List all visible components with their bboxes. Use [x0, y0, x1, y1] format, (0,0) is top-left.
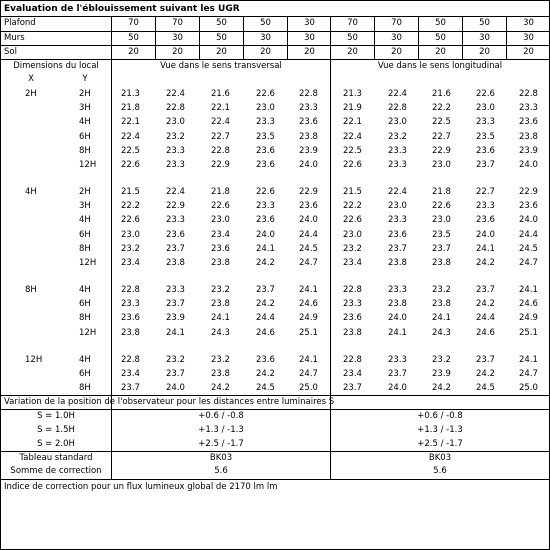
ugr-value-longitudinal: 23.7: [476, 285, 495, 295]
ugr-value-longitudinal: 22.1: [343, 117, 362, 127]
room-dimension-y: 2H: [79, 89, 91, 99]
ugr-value-longitudinal: 23.7: [388, 369, 407, 379]
room-dimension-x: 8H: [25, 285, 37, 295]
ugr-value-transversal: 24.5: [299, 244, 318, 254]
variation-label-s1: S = 1.0H: [37, 411, 75, 421]
param-value: 20: [391, 47, 402, 57]
ugr-value-transversal: 22.6: [121, 215, 140, 225]
ugr-value-transversal: 23.6: [299, 117, 318, 127]
ugr-value-transversal: 22.1: [121, 117, 140, 127]
ugr-value-transversal: 23.7: [166, 369, 185, 379]
ugr-value-transversal: 22.9: [211, 160, 230, 170]
ugr-value-transversal: 23.7: [256, 285, 275, 295]
param-label-plafond: Plafond: [4, 18, 36, 28]
ugr-value-transversal: 23.8: [166, 258, 185, 268]
ugr-value-transversal: 23.8: [211, 299, 230, 309]
divider: [418, 16, 419, 60]
param-value: 50: [347, 33, 358, 43]
ugr-value-longitudinal: 23.8: [388, 299, 407, 309]
variation-title: Variation de la position de l'observateur pour les distances entre luminaires S: [4, 397, 335, 407]
divider: [330, 16, 331, 480]
divider: [462, 16, 463, 60]
room-dimension-x: 2H: [25, 89, 37, 99]
ugr-value-longitudinal: 23.3: [343, 299, 362, 309]
ugr-value-longitudinal: 23.3: [388, 146, 407, 156]
room-dimension-y: 3H: [79, 103, 91, 113]
ugr-value-transversal: 24.5: [256, 383, 275, 393]
variation-label-s15: S = 1.5H: [37, 425, 75, 435]
ugr-value-longitudinal: 23.6: [476, 146, 495, 156]
table-title: Evaluation de l'éblouissement suivant les UGR: [4, 4, 240, 14]
rule: [1, 395, 549, 396]
room-dimension-y: 12H: [79, 258, 97, 268]
param-value: 70: [391, 18, 402, 28]
ugr-value-longitudinal: 22.8: [519, 89, 538, 99]
ugr-value-transversal: 22.9: [166, 201, 185, 211]
ugr-value-longitudinal: 24.1: [519, 285, 538, 295]
divider: [506, 16, 507, 60]
ugr-value-transversal: 24.2: [256, 258, 275, 268]
param-value: 20: [260, 47, 271, 57]
ugr-value-longitudinal: 24.7: [519, 258, 538, 268]
param-value: 20: [216, 47, 227, 57]
param-value: 30: [304, 33, 315, 43]
param-value: 30: [523, 18, 534, 28]
room-dimension-y: 4H: [79, 215, 91, 225]
ugr-value-transversal: 23.2: [166, 355, 185, 365]
room-dimension-y: 4H: [79, 285, 91, 295]
ugr-value-longitudinal: 24.9: [519, 313, 538, 323]
ugr-value-transversal: 23.6: [299, 201, 318, 211]
ugr-value-longitudinal: 23.6: [476, 215, 495, 225]
ugr-value-transversal: 22.6: [256, 187, 275, 197]
room-dimension-y: 8H: [79, 244, 91, 254]
ugr-value-transversal: 24.2: [256, 299, 275, 309]
variation-long-s2: +2.5 / -1.7: [417, 439, 463, 449]
ugr-value-transversal: 24.1: [256, 244, 275, 254]
ugr-value-longitudinal: 25.0: [519, 383, 538, 393]
ugr-value-longitudinal: 22.9: [519, 187, 538, 197]
ugr-value-transversal: 24.1: [211, 313, 230, 323]
ugr-value-transversal: 23.6: [166, 230, 185, 240]
ugr-value-transversal: 22.9: [299, 187, 318, 197]
rule: [1, 16, 549, 17]
ugr-value-longitudinal: 23.0: [476, 103, 495, 113]
ugr-value-longitudinal: 21.8: [432, 187, 451, 197]
rule: [1, 451, 549, 452]
ugr-value-longitudinal: 24.6: [476, 328, 495, 338]
room-dimension-y: 2H: [79, 187, 91, 197]
param-value: 20: [479, 47, 490, 57]
ugr-value-transversal: 22.8: [211, 146, 230, 156]
ugr-value-longitudinal: 23.2: [432, 355, 451, 365]
ugr-value-longitudinal: 22.8: [343, 355, 362, 365]
ugr-value-longitudinal: 23.7: [476, 160, 495, 170]
ugr-value-longitudinal: 23.7: [476, 355, 495, 365]
room-dimension-y: 8H: [79, 313, 91, 323]
ugr-value-longitudinal: 23.2: [343, 244, 362, 254]
divider: [155, 16, 156, 60]
ugr-value-transversal: 23.3: [121, 299, 140, 309]
param-value: 30: [479, 33, 490, 43]
ugr-value-longitudinal: 23.0: [388, 117, 407, 127]
correction-trans: 5.6: [214, 466, 228, 476]
ugr-value-transversal: 22.6: [256, 89, 275, 99]
param-value: 20: [172, 47, 183, 57]
ugr-value-transversal: 23.3: [256, 201, 275, 211]
ugr-value-longitudinal: 22.7: [476, 187, 495, 197]
ugr-value-longitudinal: 24.2: [476, 299, 495, 309]
ugr-value-longitudinal: 23.9: [519, 146, 538, 156]
ugr-value-transversal: 24.7: [299, 369, 318, 379]
ugr-value-longitudinal: 23.3: [388, 355, 407, 365]
ugr-value-transversal: 25.0: [299, 383, 318, 393]
ugr-value-longitudinal: 22.4: [388, 187, 407, 197]
ugr-value-transversal: 24.4: [256, 313, 275, 323]
param-value: 20: [128, 47, 139, 57]
ugr-value-transversal: 23.7: [166, 244, 185, 254]
ugr-value-transversal: 23.2: [211, 355, 230, 365]
room-dimension-y: 12H: [79, 160, 97, 170]
ugr-value-longitudinal: 24.0: [388, 313, 407, 323]
ugr-value-longitudinal: 22.5: [432, 117, 451, 127]
rule: [1, 45, 549, 46]
param-label-murs: Murs: [4, 33, 25, 43]
ugr-value-transversal: 22.8: [121, 355, 140, 365]
room-dimension-y: 4H: [79, 117, 91, 127]
ugr-value-transversal: 21.3: [121, 89, 140, 99]
ugr-value-longitudinal: 22.8: [388, 103, 407, 113]
ugr-value-transversal: 22.1: [211, 103, 230, 113]
ugr-value-transversal: 24.7: [299, 258, 318, 268]
param-value: 20: [347, 47, 358, 57]
ugr-value-longitudinal: 23.4: [343, 258, 362, 268]
ugr-value-longitudinal: 23.6: [343, 313, 362, 323]
ugr-value-transversal: 23.0: [166, 117, 185, 127]
room-dimension-y: 6H: [79, 230, 91, 240]
divider: [243, 16, 244, 60]
ugr-value-transversal: 23.9: [299, 146, 318, 156]
ugr-value-longitudinal: 24.2: [476, 369, 495, 379]
ugr-value-transversal: 24.0: [166, 383, 185, 393]
ugr-value-longitudinal: 21.6: [432, 89, 451, 99]
ugr-value-longitudinal: 24.2: [432, 383, 451, 393]
ugr-value-transversal: 23.7: [121, 383, 140, 393]
variation-trans-s1: +0.6 / -0.8: [198, 411, 244, 421]
ugr-value-transversal: 23.8: [121, 328, 140, 338]
divider: [287, 16, 288, 60]
ugr-value-longitudinal: 24.5: [519, 244, 538, 254]
ugr-value-longitudinal: 22.6: [343, 160, 362, 170]
room-dimension-x: 4H: [25, 187, 37, 197]
header-transversal: Vue dans le sens transversal: [160, 61, 282, 71]
ugr-value-longitudinal: 23.2: [388, 132, 407, 142]
ugr-value-transversal: 24.0: [299, 215, 318, 225]
param-value: 30: [172, 33, 183, 43]
param-value: 70: [128, 18, 139, 28]
ugr-value-longitudinal: 22.6: [432, 201, 451, 211]
ugr-value-longitudinal: 24.0: [519, 160, 538, 170]
ugr-value-transversal: 23.6: [256, 146, 275, 156]
ugr-value-transversal: 24.1: [299, 285, 318, 295]
header-longitudinal: Vue dans le sens longitudinal: [377, 61, 503, 71]
param-value: 70: [172, 18, 183, 28]
ugr-value-transversal: 21.5: [121, 187, 140, 197]
ugr-value-transversal: 22.8: [121, 285, 140, 295]
ugr-value-transversal: 24.2: [211, 383, 230, 393]
ugr-value-longitudinal: 24.3: [432, 328, 451, 338]
ugr-value-longitudinal: 22.7: [432, 132, 451, 142]
ugr-value-transversal: 24.1: [299, 355, 318, 365]
divider: [111, 16, 112, 480]
ugr-value-longitudinal: 22.6: [476, 89, 495, 99]
ugr-value-transversal: 23.6: [121, 313, 140, 323]
ugr-value-longitudinal: 23.6: [519, 117, 538, 127]
ugr-value-longitudinal: 23.0: [432, 215, 451, 225]
ugr-value-transversal: 23.4: [211, 230, 230, 240]
param-value: 20: [523, 47, 534, 57]
rule: [1, 479, 549, 480]
ugr-value-transversal: 24.0: [256, 230, 275, 240]
ugr-value-longitudinal: 21.3: [343, 89, 362, 99]
ugr-value-transversal: 22.4: [121, 132, 140, 142]
ugr-value-transversal: 21.8: [121, 103, 140, 113]
room-dimension-y: 3H: [79, 201, 91, 211]
ugr-value-transversal: 23.8: [211, 369, 230, 379]
room-dimension-y: 6H: [79, 369, 91, 379]
ugr-value-transversal: 22.5: [121, 146, 140, 156]
param-value: 70: [347, 18, 358, 28]
ugr-value-longitudinal: 24.1: [388, 328, 407, 338]
ugr-value-longitudinal: 23.7: [432, 244, 451, 254]
param-value: 20: [304, 47, 315, 57]
ugr-value-transversal: 24.3: [211, 328, 230, 338]
ugr-value-transversal: 23.6: [256, 160, 275, 170]
ugr-value-transversal: 23.8: [211, 258, 230, 268]
ugr-value-longitudinal: 23.8: [432, 258, 451, 268]
ugr-value-transversal: 23.4: [121, 369, 140, 379]
ugr-value-transversal: 23.9: [166, 313, 185, 323]
ugr-value-transversal: 24.6: [256, 328, 275, 338]
ugr-value-transversal: 22.6: [211, 201, 230, 211]
room-dimension-y: 12H: [79, 328, 97, 338]
ugr-value-transversal: 24.2: [256, 369, 275, 379]
rule: [1, 59, 549, 60]
ugr-value-longitudinal: 24.4: [476, 313, 495, 323]
ugr-value-longitudinal: 22.4: [343, 132, 362, 142]
ugr-value-transversal: 23.7: [166, 299, 185, 309]
ugr-value-longitudinal: 24.4: [519, 230, 538, 240]
ugr-value-longitudinal: 22.8: [343, 285, 362, 295]
ugr-value-longitudinal: 23.2: [432, 285, 451, 295]
ugr-value-longitudinal: 23.8: [388, 258, 407, 268]
ugr-value-longitudinal: 21.5: [343, 187, 362, 197]
ugr-value-transversal: 23.0: [211, 215, 230, 225]
ugr-value-longitudinal: 24.5: [476, 383, 495, 393]
ugr-value-transversal: 22.7: [211, 132, 230, 142]
ugr-value-longitudinal: 23.4: [343, 369, 362, 379]
ugr-value-longitudinal: 24.7: [519, 369, 538, 379]
standard-trans: BK03: [209, 453, 233, 463]
ugr-value-longitudinal: 23.6: [519, 201, 538, 211]
ugr-value-transversal: 22.4: [166, 187, 185, 197]
ugr-value-longitudinal: 23.7: [343, 383, 362, 393]
ugr-value-transversal: 23.8: [299, 132, 318, 142]
param-value: 20: [435, 47, 446, 57]
ugr-value-longitudinal: 24.6: [519, 299, 538, 309]
ugr-value-longitudinal: 24.0: [476, 230, 495, 240]
room-dimension-y: 6H: [79, 299, 91, 309]
footer-note: Indice de correction pour un flux lumineux global de 2170 lm lm: [4, 482, 278, 492]
ugr-value-longitudinal: 23.6: [388, 230, 407, 240]
ugr-value-transversal: 22.6: [121, 160, 140, 170]
ugr-value-transversal: 21.6: [211, 89, 230, 99]
ugr-value-transversal: 23.6: [256, 355, 275, 365]
ugr-value-longitudinal: 23.7: [388, 244, 407, 254]
ugr-value-longitudinal: 22.2: [343, 201, 362, 211]
divider: [199, 16, 200, 60]
room-dimension-y: 4H: [79, 355, 91, 365]
ugr-value-transversal: 24.9: [299, 313, 318, 323]
param-value: 50: [260, 18, 271, 28]
ugr-value-longitudinal: 24.1: [476, 244, 495, 254]
ugr-value-transversal: 24.1: [166, 328, 185, 338]
ugr-value-transversal: 23.3: [256, 117, 275, 127]
variation-trans-s2: +2.5 / -1.7: [198, 439, 244, 449]
standard-label: Tableau standard: [19, 453, 93, 463]
ugr-value-transversal: 21.8: [211, 187, 230, 197]
param-value: 50: [216, 18, 227, 28]
ugr-value-longitudinal: 24.2: [476, 258, 495, 268]
param-label-sol: Sol: [4, 47, 17, 57]
standard-long: BK03: [428, 453, 452, 463]
ugr-value-longitudinal: 24.0: [519, 215, 538, 225]
room-dimension-y: 8H: [79, 146, 91, 156]
variation-trans-s15: +1.3 / -1.3: [198, 425, 244, 435]
ugr-value-transversal: 23.3: [299, 103, 318, 113]
correction-long: 5.6: [433, 466, 447, 476]
ugr-value-longitudinal: 23.8: [519, 132, 538, 142]
param-value: 50: [435, 18, 446, 28]
ugr-value-longitudinal: 23.5: [476, 132, 495, 142]
ugr-value-longitudinal: 23.8: [432, 299, 451, 309]
param-value: 50: [435, 33, 446, 43]
ugr-value-transversal: 22.4: [166, 89, 185, 99]
header-y: Y: [82, 74, 88, 84]
ugr-value-longitudinal: 22.5: [343, 146, 362, 156]
ugr-value-longitudinal: 23.3: [519, 103, 538, 113]
room-dimension-x: 12H: [25, 355, 43, 365]
room-dimension-y: 6H: [79, 132, 91, 142]
param-value: 50: [216, 33, 227, 43]
ugr-value-longitudinal: 23.3: [476, 201, 495, 211]
ugr-value-longitudinal: 21.9: [343, 103, 362, 113]
ugr-value-longitudinal: 24.1: [432, 313, 451, 323]
correction-label: Somme de correction: [10, 466, 102, 476]
ugr-value-longitudinal: 23.3: [388, 215, 407, 225]
ugr-value-longitudinal: 23.8: [343, 328, 362, 338]
ugr-value-transversal: 22.8: [299, 89, 318, 99]
ugr-value-longitudinal: 22.6: [343, 215, 362, 225]
ugr-value-transversal: 25.1: [299, 328, 318, 338]
ugr-value-transversal: 24.6: [299, 299, 318, 309]
variation-long-s15: +1.3 / -1.3: [417, 425, 463, 435]
header-x: X: [28, 74, 34, 84]
ugr-value-transversal: 23.3: [166, 215, 185, 225]
divider: [374, 16, 375, 60]
param-value: 30: [523, 33, 534, 43]
ugr-value-transversal: 24.4: [299, 230, 318, 240]
param-value: 30: [391, 33, 402, 43]
ugr-value-transversal: 23.0: [256, 103, 275, 113]
ugr-value-transversal: 22.8: [166, 103, 185, 113]
param-value: 50: [479, 18, 490, 28]
param-value: 30: [260, 33, 271, 43]
ugr-value-transversal: 23.2: [121, 244, 140, 254]
ugr-value-transversal: 23.3: [166, 285, 185, 295]
rule: [1, 409, 549, 410]
ugr-value-longitudinal: 22.9: [432, 146, 451, 156]
room-dimension-y: 8H: [79, 383, 91, 393]
ugr-value-transversal: 23.2: [166, 132, 185, 142]
ugr-value-longitudinal: 24.1: [519, 355, 538, 365]
ugr-value-transversal: 23.3: [166, 160, 185, 170]
ugr-value-longitudinal: 23.3: [388, 285, 407, 295]
ugr-value-transversal: 23.0: [121, 230, 140, 240]
ugr-value-longitudinal: 24.0: [388, 383, 407, 393]
header-dimensions: Dimensions du local: [13, 61, 99, 71]
param-value: 30: [304, 18, 315, 28]
ugr-value-transversal: 23.3: [166, 146, 185, 156]
rule: [1, 31, 549, 32]
ugr-value-transversal: 23.6: [256, 215, 275, 225]
variation-long-s1: +0.6 / -0.8: [417, 411, 463, 421]
ugr-value-longitudinal: 23.5: [432, 230, 451, 240]
variation-label-s2: S = 2.0H: [37, 439, 75, 449]
ugr-value-longitudinal: 23.3: [388, 160, 407, 170]
ugr-value-longitudinal: 23.0: [388, 201, 407, 211]
ugr-value-longitudinal: 22.2: [432, 103, 451, 113]
ugr-value-transversal: 23.2: [211, 285, 230, 295]
ugr-value-longitudinal: 23.9: [432, 369, 451, 379]
ugr-value-transversal: 22.2: [121, 201, 140, 211]
ugr-value-longitudinal: 23.3: [476, 117, 495, 127]
ugr-value-transversal: 24.0: [299, 160, 318, 170]
param-value: 50: [128, 33, 139, 43]
ugr-value-longitudinal: 25.1: [519, 328, 538, 338]
ugr-value-transversal: 23.5: [256, 132, 275, 142]
ugr-value-longitudinal: 23.0: [343, 230, 362, 240]
ugr-value-transversal: 23.6: [211, 244, 230, 254]
ugr-value-longitudinal: 22.4: [388, 89, 407, 99]
ugr-value-longitudinal: 23.0: [432, 160, 451, 170]
ugr-value-transversal: 22.4: [211, 117, 230, 127]
ugr-value-transversal: 23.4: [121, 258, 140, 268]
